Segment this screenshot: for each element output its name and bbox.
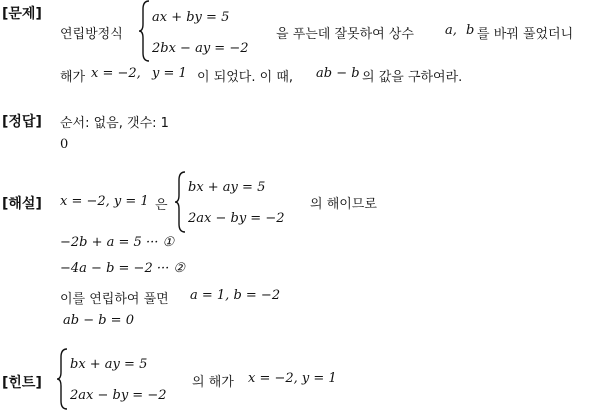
problem-label: [문제] [2,6,42,22]
answer-label: [정답] [2,114,42,130]
problem-intro: 연립방정식 [60,27,123,42]
problem-line2-y: y = 1 [152,66,187,81]
hint-label: [힌트] [2,375,42,391]
answer-value: 0 [60,137,69,152]
solution-eq1: −2b + a = 5 ··· ① [60,235,175,250]
solution-sys-eq2: 2ax − by = −2 [188,211,285,226]
problem-left-brace [138,0,150,62]
hint-tail-math: x = −2, y = 1 [248,371,337,386]
solution-cond-tail: 의 해이므로 [310,197,377,212]
problem-line2-start: 해가 [60,70,86,85]
hint-tail-text: 의 해가 [192,375,234,390]
problem-line1-tail: 을 푸는데 잘못하여 상수 [276,27,414,42]
problem-line2-mid: 이 되었다. 이 때, [197,70,294,85]
problem-var-b: b [466,23,475,38]
solution-sys-eq1: bx + ay = 5 [188,180,266,195]
problem-line2-x: x = −2, [91,66,141,81]
solution-line4-text: 이를 연립하여 풀면 [60,292,169,307]
solution-cond: x = −2, y = 1 [60,194,149,209]
problem-eq2: 2bx − ay = −2 [152,41,249,56]
answer-info: 순서: 없음, 갯수: 1 [60,116,169,131]
problem-line2-expr: ab − b [316,66,360,81]
hint-sys-eq1: bx + ay = 5 [70,357,148,372]
problem-eq1: ax + by = 5 [152,10,230,25]
solution-final: ab − b = 0 [63,313,134,328]
hint-left-brace [56,348,68,410]
hint-sys-eq2: 2ax − by = −2 [70,388,167,403]
problem-var-a: a, [445,23,457,38]
solution-label: [해설] [2,196,42,212]
solution-eq2: −4a − b = −2 ··· ② [60,261,186,276]
problem-line1-end: 를 바꿔 풀었더니 [477,27,574,42]
solution-left-brace [174,171,186,233]
solution-line4-result: a = 1, b = −2 [190,288,281,303]
problem-line2-end: 의 값을 구하여라. [362,70,463,85]
solution-cond-word: 은 [155,198,168,213]
